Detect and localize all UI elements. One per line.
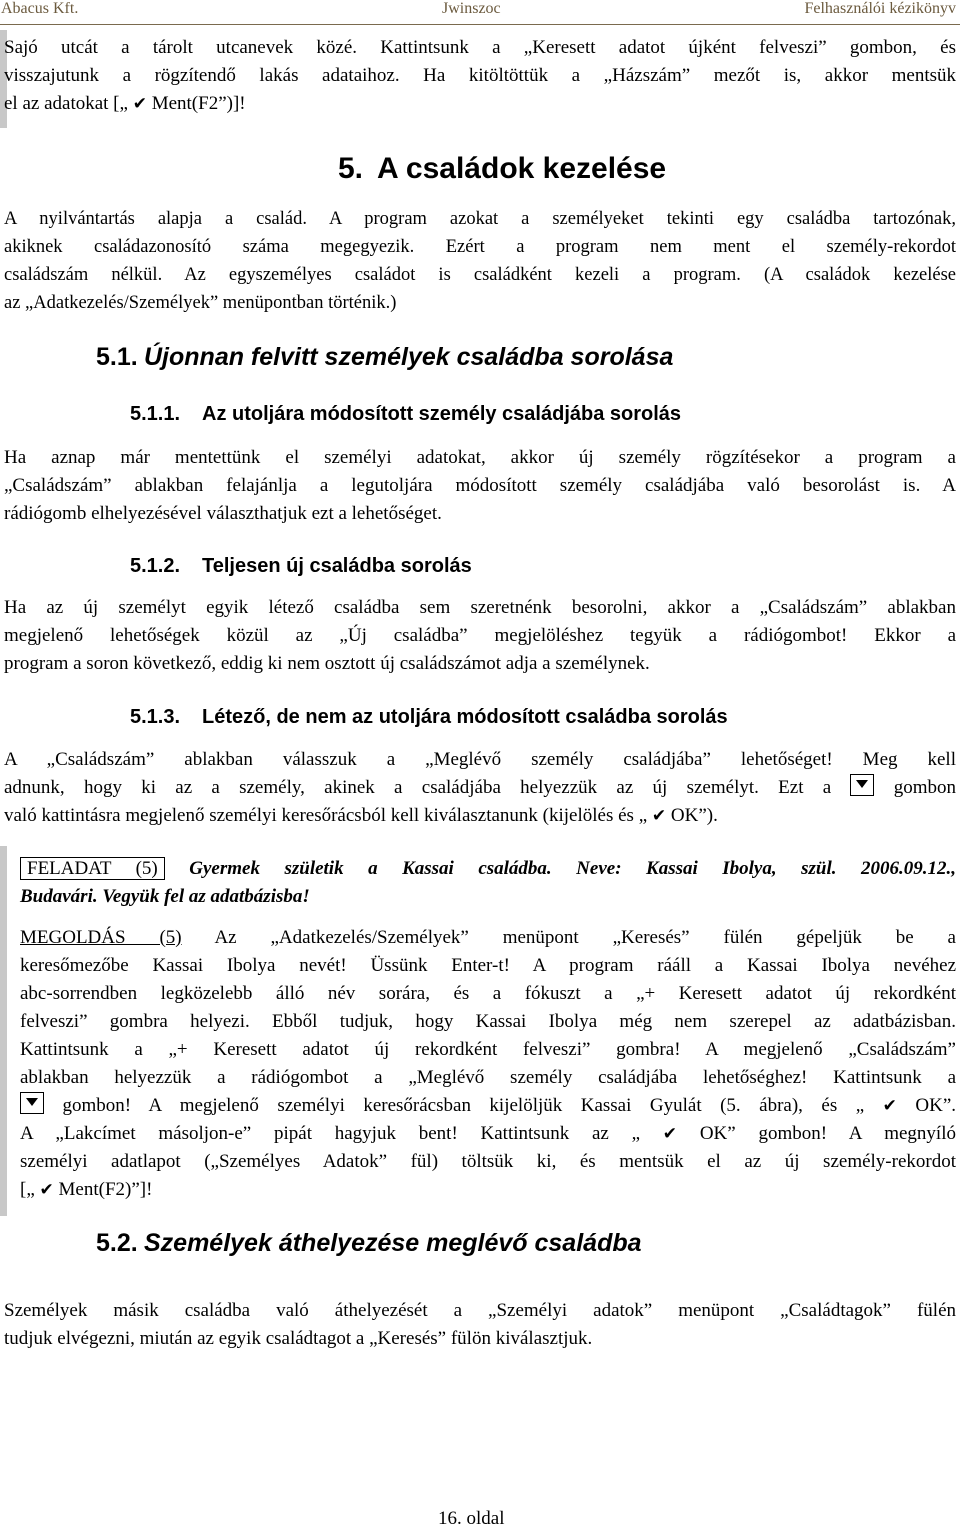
header-company: Abacus Kft. [1, 0, 79, 17]
text-line: el az adatokat [„ ✔ Ment(F2”)]! [4, 93, 246, 114]
text-line: személyi adatlapot („Személyes Adatok” fül) töltsük ki, és mentsük el az új személy-rekordot [20, 1151, 956, 1172]
s511-paragraph [4, 444, 956, 528]
text-line: [„ ✔ Ment(F2)”]! [20, 1179, 153, 1200]
text-line: A nyilvántartás alapja a család. A program azokat a személyeket tekinti egy családba tartozónak, [4, 209, 956, 229]
text-line: A „Lakcímet másoljon-e” pipát hagyjuk bent! Kattintsunk az „ ✔ OK” gombon! A megnyíló [20, 1123, 956, 1144]
solution-paragraph [20, 924, 956, 1204]
subsection-heading: 5.1. Újonnan felvitt személyek családba sorolása [96, 343, 674, 371]
text-line: való kattintásra megjelenő személyi keresőrácsból kell kiválasztanunk (kijelölés és „ ✔ OK”). [4, 805, 718, 826]
text-line: az „Adatkezelés/Személyek” menüpontban történik.) [4, 293, 397, 313]
text-line: rádiógomb elhelyezésével választhatjuk ezt a lehetőséget. [4, 503, 442, 524]
text-line: adnunk, hogy ki az a személy, akinek a családjába helyezzük az új személyt. Ezt a gombon [4, 774, 956, 802]
page-number: 16. oldal [438, 1508, 505, 1529]
text-line: FELADAT (5) Gyermek születik a Kassai családba. Neve: Kassai Ibolya, szül. 2006.09.12., [20, 855, 956, 883]
header-product: Jwinszoc [442, 0, 501, 17]
solution-label: MEGOLDÁS (5) [20, 927, 182, 948]
text-line: Budavári. Vegyük fel az adatbázisba! [20, 886, 310, 907]
page-header [0, 0, 960, 22]
text-line: A „Családszám” ablakban válasszuk a „Meglévő személy családjába” lehetőséget! Meg kell [4, 749, 956, 770]
section-heading: 5. A családok kezelése [338, 152, 667, 185]
dropdown-arrow-icon [850, 774, 874, 796]
text-line: Személyek másik családba való áthelyezését a „Személyi adatok” menüpont „Családtagok” fülén [4, 1300, 956, 1321]
text-line: gombon! A megjelenő személyi keresőrácsban kijelöljük Kassai Gyulát (5. ábra), és „ ✔ OK”. [20, 1092, 956, 1120]
text-line: Sajó utcát a tárolt utcanevek közé. Kattintsunk a „Keresett adatot újként felveszi” gombon, és [4, 37, 956, 58]
text-line: felveszi” gombra helyezi. Ebből tudjuk, hogy Kassai Ibolya még nem szerepel az adatbázisban. [20, 1011, 956, 1032]
section5-paragraph [4, 205, 956, 317]
text-line: családszám nélkül. Az egyszemélyes családot is családként kezeli a program. (A családok kezelése [4, 265, 956, 285]
checkmark-icon: ✔ [651, 806, 667, 826]
subsubsection-heading: 5.1.3. Létező, de nem az utoljára módosított családba sorolás [130, 706, 728, 728]
subsubsection-heading: 5.1.1. Az utoljára módosított személy családjába sorolás [130, 403, 682, 425]
header-doc-title: Felhasználói kézikönyv [804, 0, 956, 17]
checkmark-icon: ✔ [882, 1096, 897, 1116]
text-line: ablakban helyezzük a rádiógombot a „Meglévő személy családjába lehetőséghez! Kattintsunk a [20, 1067, 956, 1088]
text-line: akiknek családazonosító száma megegyezik. Ezért a program nem ment el személy-rekordot [4, 237, 956, 257]
checkmark-icon: ✔ [39, 1180, 54, 1200]
checkmark-icon: ✔ [662, 1124, 678, 1144]
text-line: abc-sorrendben legközelebb álló név sorára, és a fókuszt a „+ Keresett adatot új rekordként [20, 983, 956, 1004]
text-line: Ha aznap már mentettünk el személyi adatokat, akkor új személy rögzítésekor a program a [4, 447, 956, 468]
text-line: megjelenő lehetőségek közül az „Új családba” megjelöléshez tegyük a rádiógombot! Ekkor a [4, 625, 956, 646]
checkmark-icon: ✔ [132, 94, 147, 114]
text-line: program a soron következő, eddig ki nem osztott új családszámot adja a személynek. [4, 653, 650, 674]
text-line: MEGOLDÁS (5) Az „Adatkezelés/Személyek” menüpont „Keresés” fülén gépeljük be a [20, 927, 956, 948]
s512-paragraph [4, 594, 956, 678]
s52-paragraph [4, 1297, 956, 1353]
text-line: keresőmezőbe Kassai Ibolya nevét! Üssünk Enter-t! A program rááll a Kassai Ibolya nevéhez [20, 955, 956, 976]
header-divider [0, 24, 960, 25]
task-box [20, 855, 956, 911]
text-line: „Családszám” ablakban felajánlja a legutoljára módosított személy családjába való besorolást is. A [4, 475, 956, 496]
text-line: visszajutunk a rögzítendő lakás adataihoz. Ha kitöltöttük a „Házszám” mezőt is, akkor mentsük [4, 65, 956, 86]
task-label: FELADAT (5) [20, 857, 165, 880]
margin-bar [0, 846, 7, 1216]
text-line: Kattintsunk a „+ Keresett adatot új rekordként felveszi” gombra! A megjelenő „Családszám” [20, 1039, 956, 1060]
s513-paragraph [4, 746, 956, 830]
text-line: tudjuk elvégezni, miután az egyik családtagot a „Keresés” fülön kiválasztjuk. [4, 1328, 593, 1349]
subsection-heading: 5.2. Személyek áthelyezése meglévő családba [96, 1229, 642, 1257]
dropdown-arrow-icon [20, 1092, 44, 1114]
text-line: Ha az új személyt egyik létező családba sem szeretnénk besorolni, akkor a „Családszám” ablakban [4, 597, 956, 618]
subsubsection-heading: 5.1.2. Teljesen új családba sorolás [130, 555, 472, 577]
intro-paragraph [4, 34, 956, 118]
